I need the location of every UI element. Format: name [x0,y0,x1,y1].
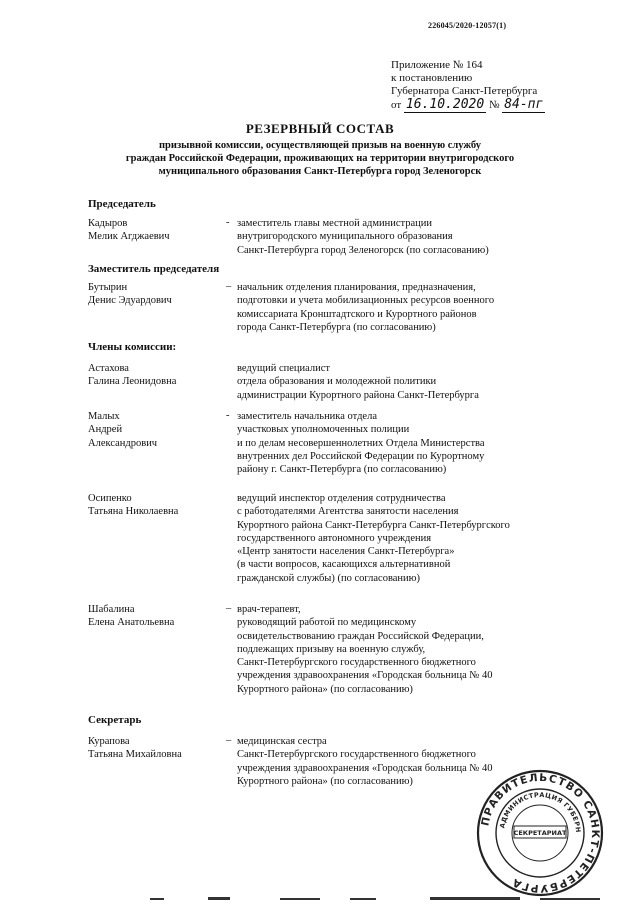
position-line: учреждения здравоохранения «Городская больница № 40 [237,762,493,774]
position-line: Курортного района» (по согласованию) [237,775,413,787]
person-name [88,492,228,519]
surname: Малых [88,411,120,422]
position-line: Курортного района Санкт-Петербурга Санкт-Петербургского [237,519,510,531]
subtitle-line-3: муниципального образования Санкт-Петербурга город Зеленогорск [158,166,482,177]
subtitle-line-1: призывной комиссии, осуществляющей призыв на военную службу [159,140,481,151]
position-line: заместитель главы местной администрации [237,218,433,229]
position-line: Санкт-Петербурга город Зеленогорск (по согласованию) [237,244,489,256]
position-line: врач-терапевт, [237,604,301,615]
position-line: комиссариата Кронштадтского и Курортного районов [237,308,477,320]
surname: Кадыров [88,218,128,229]
appendix-date-line [391,98,545,112]
given-names: Галина Леонидовна [88,376,177,388]
person-position [237,217,567,257]
seal-icon [475,768,605,898]
position-line: ведущий специалист [237,363,330,374]
position-line: «Центр занятости населения Санкт-Петербурга» [237,546,455,558]
position-line: государственного автономного учреждения [237,532,432,544]
position-line: руководящий работой по медицинскому [237,617,417,629]
person-name [88,362,228,389]
section-members: Члены комиссии: [88,341,177,353]
position-line: гражданской службы) (по согласованию) [237,572,421,584]
position-line: подготовки и учета мобилизационных ресурсов военного [237,295,495,307]
surname: Шабалина [88,604,135,615]
scan-edge-marks [130,897,610,901]
position-line: отдела образования и молодежной политики [237,376,437,388]
separator-dash: - [226,410,230,421]
handwritten-number: 84-пг [504,97,544,112]
subtitle-line-2: граждан Российской Федерации, проживающих на территории внутригородского [125,153,515,164]
surname: Курапова [88,736,130,747]
given-names: Татьяна Михайловна [88,749,182,761]
position-line: району г. Санкт-Петербурга (по согласованию) [237,464,447,476]
position-line: участковых уполномоченных полиции [237,424,410,436]
person-position [237,281,567,334]
position-line: администрации Курортного района Санкт-Петербурга [237,389,479,401]
given-names: Денис Эдуардович [88,295,172,307]
document-code: 226045/2020-12057(1) [428,21,507,30]
person-name [88,281,228,308]
surname: Осипенко [88,493,132,504]
position-line: подлежащих призыву на военную службу, [237,643,426,655]
patronymic: Александрович [88,437,158,449]
surname: Астахова [88,363,129,374]
position-line: медицинская сестра [237,736,327,747]
separator-dash: – [226,281,232,292]
person-position [237,603,567,696]
position-line: внутригородского муниципального образования [237,231,453,243]
position-line: заместитель начальника отдела [237,411,377,422]
separator-dash: – [226,735,232,746]
surname: Бутырин [88,282,128,293]
appendix-line-2: к постановлению [391,72,473,84]
person-position [237,492,567,585]
number-sign: № [488,99,500,111]
seal-inner-text: АДМИНИСТРАЦИЯ ГУБЕРН [498,790,583,834]
position-line: города Санкт-Петербурга (по согласованию) [237,321,436,333]
seal-outer-text: ПРАВИТЕЛЬСТВО САНКТ-ПЕТЕРБУРГА [479,771,602,895]
appendix-line-1: Приложение № 164 [391,59,483,71]
given-names: Андрей [88,424,123,436]
given-names: Татьяна Николаевна [88,506,179,518]
section-chairman: Председатель [88,198,156,210]
position-line: и по делам несовершеннолетних Отдела Министерства [237,437,485,449]
person-name [88,217,228,244]
date-prefix: от [391,99,402,111]
position-line: (в части вопросов, касающихся альтернативной [237,559,451,571]
position-line: начальник отделения планирования, предназначения, [237,282,476,293]
position-line: с работодателями Агентства занятости населения [237,506,459,518]
person-name [88,735,228,762]
person-position [237,362,567,402]
given-names: Мелик Агджаевич [88,231,170,243]
separator-dash: - [226,217,230,228]
document-title: РЕЗЕРВНЫЙ СОСТАВ [245,121,395,136]
handwritten-date: 16.10.2020 [405,97,485,112]
document-subtitle [60,139,580,178]
position-line: Санкт-Петербургского государственного бюджетного [237,657,476,669]
given-names: Елена Анатольевна [88,617,175,629]
section-deputy: Заместитель председателя [88,263,220,275]
person-position [237,410,567,476]
separator-dash: – [226,603,232,614]
position-line: Курортного района» (по согласованию) [237,683,413,695]
person-name [88,603,228,630]
position-line: ведущий инспектор отделения сотрудничества [237,493,446,504]
appendix-line-3: Губернатора Санкт-Петербурга [391,85,538,97]
appendix-block [391,59,545,112]
position-line: учреждения здравоохранения «Городская больница № 40 [237,670,493,682]
position-line: внутренних дел Российской Федерации по Курортному [237,450,485,462]
official-seal [475,768,605,898]
person-name [88,410,228,450]
position-line: освидетельствованию граждан Российской Федерации, [237,630,484,642]
position-line: Санкт-Петербургского государственного бюджетного [237,749,476,761]
seal-center-text: СЕКРЕТАРИАТ [513,829,567,837]
section-secretary: Секретарь [88,714,142,726]
